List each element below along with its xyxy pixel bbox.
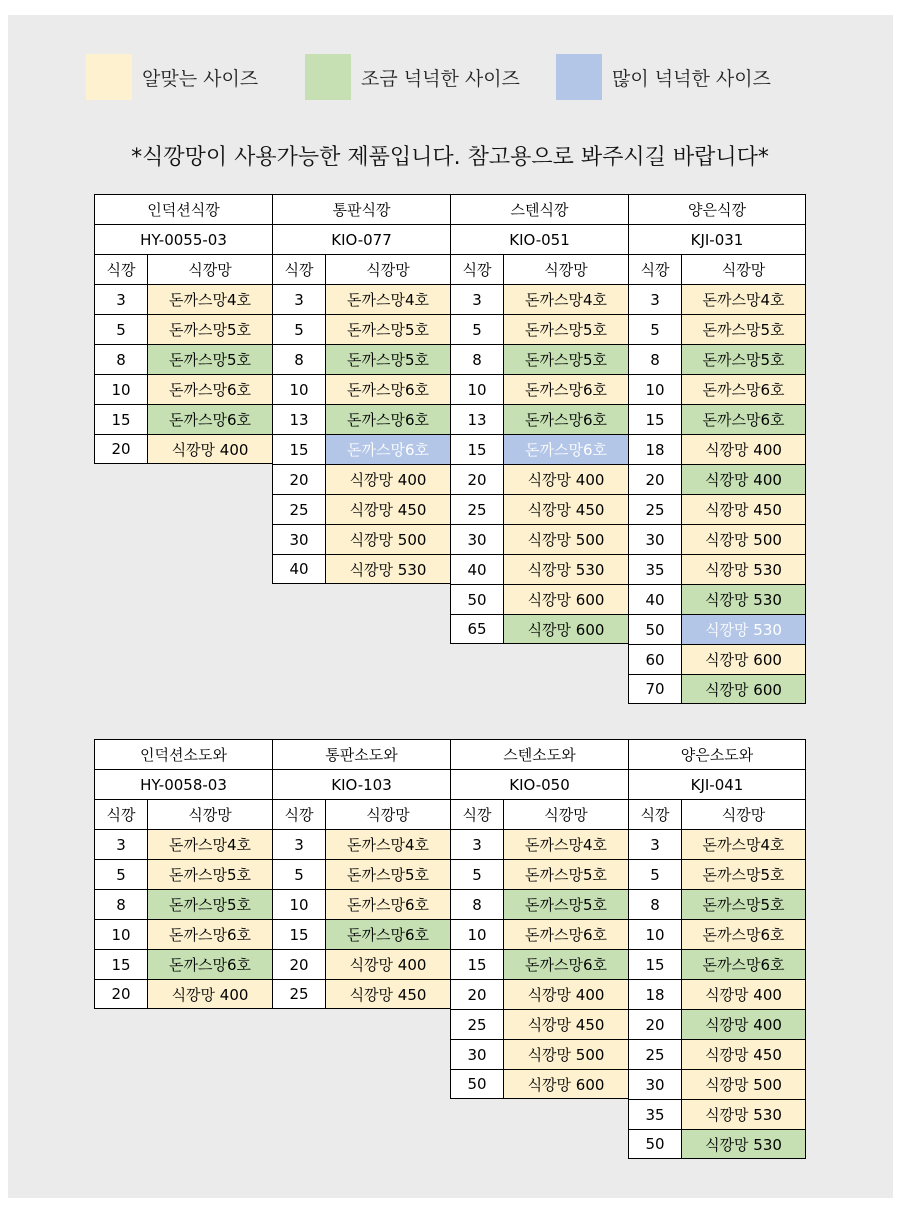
mesh-cell: 식깡망 600 — [681, 644, 806, 674]
table-row — [628, 859, 806, 889]
size-cell: 15 — [628, 949, 681, 979]
product-name: 스텐소도와 — [450, 739, 628, 769]
column-header-size: 식깡 — [450, 799, 503, 829]
size-cell: 25 — [272, 979, 325, 1009]
mesh-cell: 돈까스망4호 — [503, 829, 628, 859]
size-cell: 8 — [272, 344, 325, 374]
product-code-row — [628, 769, 806, 799]
mesh-cell: 식깡망 530 — [325, 554, 450, 584]
mesh-cell: 식깡망 400 — [503, 464, 628, 494]
table-row — [628, 584, 806, 614]
mesh-cell: 돈까스망6호 — [503, 374, 628, 404]
size-cell: 70 — [628, 674, 681, 704]
product-code: HY-0058-03 — [94, 769, 272, 799]
table-row — [450, 1039, 628, 1069]
product-code: KIO-103 — [272, 769, 450, 799]
notice-text: *식깡망이 사용가능한 제품입니다. 참고용으로 봐주시길 바랍니다* — [131, 145, 769, 170]
table-row — [450, 979, 628, 1009]
product-name: 양은소도와 — [628, 739, 806, 769]
size-cell: 25 — [450, 494, 503, 524]
table-row — [450, 314, 628, 344]
size-cell: 15 — [450, 949, 503, 979]
mesh-cell: 식깡망 400 — [681, 434, 806, 464]
column-header-row — [628, 254, 806, 284]
table-row — [628, 524, 806, 554]
product-name-row — [272, 194, 450, 224]
table-row — [450, 584, 628, 614]
table-row — [450, 434, 628, 464]
size-cell: 20 — [94, 979, 147, 1009]
table-row — [628, 374, 806, 404]
size-cell: 40 — [272, 554, 325, 584]
mesh-cell: 식깡망 500 — [503, 1039, 628, 1069]
mesh-cell: 돈까스망4호 — [681, 284, 806, 314]
size-cell: 30 — [450, 1039, 503, 1069]
mesh-cell: 식깡망 500 — [681, 1069, 806, 1099]
column-header-row — [450, 799, 628, 829]
table-row — [272, 374, 450, 404]
table-row — [272, 889, 450, 919]
compat-table-sodowa — [94, 739, 807, 1160]
mesh-cell: 돈까스망6호 — [147, 949, 272, 979]
table-row — [450, 889, 628, 919]
size-cell: 5 — [94, 859, 147, 889]
table-row — [94, 859, 272, 889]
product-code-row — [272, 224, 450, 254]
table-row — [94, 374, 272, 404]
size-cell: 10 — [94, 919, 147, 949]
product-name: 통판식깡 — [272, 194, 450, 224]
size-cell: 8 — [628, 344, 681, 374]
column-header-row — [628, 799, 806, 829]
mesh-cell: 돈까스망6호 — [147, 919, 272, 949]
table-row — [450, 1069, 628, 1099]
table-row — [94, 979, 272, 1009]
size-cell: 3 — [628, 829, 681, 859]
mesh-cell: 돈까스망4호 — [325, 284, 450, 314]
column-header-mesh: 식깡망 — [147, 254, 272, 284]
table-row — [628, 404, 806, 434]
mesh-cell: 돈까스망6호 — [325, 404, 450, 434]
table-row — [450, 1009, 628, 1039]
size-cell: 5 — [94, 314, 147, 344]
table-row — [450, 404, 628, 434]
mesh-cell: 식깡망 400 — [681, 1009, 806, 1039]
column-header-size: 식깡 — [272, 254, 325, 284]
product-name-row — [272, 739, 450, 769]
product-name-row — [628, 194, 806, 224]
legend-swatch-slightly-loose — [305, 54, 351, 100]
column-header-mesh: 식깡망 — [503, 254, 628, 284]
table-row — [94, 889, 272, 919]
size-cell: 60 — [628, 644, 681, 674]
mesh-cell: 식깡망 600 — [681, 674, 806, 704]
column-header-row — [272, 254, 450, 284]
size-cell: 20 — [272, 949, 325, 979]
mesh-cell: 식깡망 600 — [503, 1069, 628, 1099]
table-row — [628, 949, 806, 979]
mesh-cell: 돈까스망4호 — [325, 829, 450, 859]
size-cell: 40 — [628, 584, 681, 614]
column-header-size: 식깡 — [272, 799, 325, 829]
table-row — [450, 344, 628, 374]
column-header-mesh: 식깡망 — [325, 254, 450, 284]
size-cell: 8 — [450, 344, 503, 374]
size-cell: 25 — [628, 494, 681, 524]
size-cell: 5 — [272, 314, 325, 344]
mesh-cell: 돈까스망6호 — [681, 949, 806, 979]
mesh-cell: 돈까스망6호 — [681, 374, 806, 404]
table-row — [94, 829, 272, 859]
size-cell: 50 — [450, 1069, 503, 1099]
mesh-cell: 돈까스망6호 — [325, 919, 450, 949]
legend-label-very-loose: 많이 넉넉한 사이즈 — [612, 67, 771, 90]
table-row — [450, 829, 628, 859]
mesh-cell: 돈까스망5호 — [147, 314, 272, 344]
table-row — [94, 919, 272, 949]
size-cell: 35 — [628, 554, 681, 584]
table-row — [272, 404, 450, 434]
size-cell: 5 — [450, 314, 503, 344]
size-cell: 10 — [450, 919, 503, 949]
size-cell: 30 — [272, 524, 325, 554]
column-header-mesh: 식깡망 — [147, 799, 272, 829]
size-cell: 10 — [450, 374, 503, 404]
product-code-row — [94, 769, 272, 799]
size-cell: 15 — [94, 404, 147, 434]
mesh-cell: 식깡망 400 — [503, 979, 628, 1009]
mesh-cell: 식깡망 450 — [503, 1009, 628, 1039]
mesh-cell: 식깡망 450 — [503, 494, 628, 524]
size-cell: 8 — [450, 889, 503, 919]
size-cell: 5 — [272, 859, 325, 889]
size-cell: 13 — [450, 404, 503, 434]
mesh-cell: 돈까스망5호 — [147, 859, 272, 889]
mesh-cell: 식깡망 450 — [681, 494, 806, 524]
table-row — [628, 1009, 806, 1039]
product-name-row — [450, 194, 628, 224]
column-header-mesh: 식깡망 — [325, 799, 450, 829]
column-header-mesh: 식깡망 — [681, 254, 806, 284]
mesh-cell: 돈까스망6호 — [147, 374, 272, 404]
size-cell: 10 — [272, 374, 325, 404]
column-header-row — [272, 799, 450, 829]
table-row — [94, 949, 272, 979]
size-cell: 15 — [272, 919, 325, 949]
mesh-cell: 식깡망 500 — [325, 524, 450, 554]
column-header-size: 식깡 — [628, 799, 681, 829]
table-row — [450, 464, 628, 494]
column-header-mesh: 식깡망 — [681, 799, 806, 829]
mesh-cell: 돈까스망6호 — [503, 919, 628, 949]
table-row — [94, 314, 272, 344]
mesh-cell: 식깡망 530 — [503, 554, 628, 584]
table-row — [628, 829, 806, 859]
mesh-cell: 식깡망 450 — [681, 1039, 806, 1069]
mesh-cell: 돈까스망6호 — [325, 374, 450, 404]
legend-swatch-very-loose — [556, 54, 602, 100]
size-cell: 3 — [450, 829, 503, 859]
mesh-cell: 돈까스망6호 — [325, 889, 450, 919]
size-cell: 10 — [628, 919, 681, 949]
mesh-cell: 돈까스망6호 — [681, 404, 806, 434]
table-row — [450, 494, 628, 524]
mesh-cell: 식깡망 530 — [681, 1099, 806, 1129]
mesh-cell: 돈까스망5호 — [503, 889, 628, 919]
table-row — [272, 979, 450, 1009]
size-cell: 20 — [272, 464, 325, 494]
column-header-size: 식깡 — [94, 799, 147, 829]
table-row — [628, 434, 806, 464]
table-row — [450, 859, 628, 889]
size-cell: 3 — [272, 829, 325, 859]
table-row — [450, 524, 628, 554]
mesh-cell: 돈까스망5호 — [147, 889, 272, 919]
size-cell: 50 — [628, 1129, 681, 1159]
size-cell: 20 — [628, 1009, 681, 1039]
product-code-row — [94, 224, 272, 254]
mesh-cell: 돈까스망5호 — [325, 344, 450, 374]
table-row — [272, 464, 450, 494]
size-cell: 3 — [628, 284, 681, 314]
table-row — [628, 284, 806, 314]
table-row — [272, 919, 450, 949]
size-cell: 25 — [450, 1009, 503, 1039]
table-row — [628, 1129, 806, 1159]
table-row — [272, 524, 450, 554]
size-cell: 5 — [628, 314, 681, 344]
size-cell: 20 — [450, 979, 503, 1009]
table-row — [628, 464, 806, 494]
product-code-row — [272, 769, 450, 799]
size-cell: 40 — [450, 554, 503, 584]
product-code: HY-0055-03 — [94, 224, 272, 254]
table-row — [628, 919, 806, 949]
table-row — [272, 949, 450, 979]
mesh-cell: 돈까스망4호 — [681, 829, 806, 859]
mesh-cell: 식깡망 600 — [503, 614, 628, 644]
size-cell: 15 — [94, 949, 147, 979]
table-row — [628, 1069, 806, 1099]
product-code: KJI-031 — [628, 224, 806, 254]
size-cell: 65 — [450, 614, 503, 644]
mesh-cell: 식깡망 400 — [147, 434, 272, 464]
product-code-row — [450, 769, 628, 799]
table-row — [272, 314, 450, 344]
size-cell: 20 — [94, 434, 147, 464]
size-cell: 50 — [628, 614, 681, 644]
table-row — [628, 344, 806, 374]
size-cell: 8 — [94, 889, 147, 919]
size-cell: 3 — [450, 284, 503, 314]
size-cell: 3 — [94, 829, 147, 859]
table-row — [272, 554, 450, 584]
table-row — [272, 284, 450, 314]
mesh-cell: 돈까스망6호 — [681, 919, 806, 949]
mesh-cell: 돈까스망5호 — [681, 344, 806, 374]
size-cell: 18 — [628, 979, 681, 1009]
column-header-row — [94, 799, 272, 829]
size-cell: 30 — [450, 524, 503, 554]
table-row — [450, 919, 628, 949]
size-cell: 50 — [450, 584, 503, 614]
size-cell: 25 — [628, 1039, 681, 1069]
product-name: 스텐식깡 — [450, 194, 628, 224]
table-row — [628, 644, 806, 674]
size-cell: 30 — [628, 1069, 681, 1099]
legend-slightly-loose — [305, 54, 520, 100]
mesh-cell: 돈까스망6호 — [147, 404, 272, 434]
mesh-cell: 돈까스망6호 — [503, 434, 628, 464]
table-row — [272, 494, 450, 524]
size-cell: 5 — [628, 859, 681, 889]
column-header-mesh: 식깡망 — [503, 799, 628, 829]
table-row — [450, 554, 628, 584]
mesh-cell: 식깡망 400 — [325, 464, 450, 494]
column-header-size: 식깡 — [628, 254, 681, 284]
mesh-cell: 식깡망 400 — [325, 949, 450, 979]
size-cell: 30 — [628, 524, 681, 554]
product-code: KIO-077 — [272, 224, 450, 254]
size-cell: 3 — [94, 284, 147, 314]
mesh-cell: 돈까스망5호 — [503, 859, 628, 889]
size-cell: 8 — [628, 889, 681, 919]
column-header-row — [450, 254, 628, 284]
table-row — [628, 674, 806, 704]
table-row — [628, 979, 806, 1009]
mesh-cell: 돈까스망5호 — [503, 314, 628, 344]
size-cell: 8 — [94, 344, 147, 374]
size-cell: 18 — [628, 434, 681, 464]
table-row — [272, 434, 450, 464]
mesh-cell: 돈까스망5호 — [503, 344, 628, 374]
table-row — [272, 859, 450, 889]
size-cell: 5 — [450, 859, 503, 889]
mesh-cell: 돈까스망5호 — [325, 859, 450, 889]
mesh-cell: 돈까스망5호 — [325, 314, 450, 344]
size-cell: 15 — [628, 404, 681, 434]
mesh-cell: 돈까스망4호 — [147, 284, 272, 314]
table-row — [450, 284, 628, 314]
mesh-cell: 돈까스망4호 — [147, 829, 272, 859]
mesh-cell: 식깡망 500 — [503, 524, 628, 554]
table-row — [628, 889, 806, 919]
product-code: KIO-050 — [450, 769, 628, 799]
mesh-cell: 돈까스망6호 — [325, 434, 450, 464]
table-row — [628, 314, 806, 344]
table-row — [450, 614, 628, 644]
column-header-row — [94, 254, 272, 284]
mesh-cell: 식깡망 530 — [681, 614, 806, 644]
mesh-cell: 식깡망 530 — [681, 554, 806, 584]
mesh-cell: 식깡망 500 — [681, 524, 806, 554]
mesh-cell: 돈까스망4호 — [503, 284, 628, 314]
legend-fit — [86, 54, 258, 100]
product-name-row — [94, 194, 272, 224]
size-cell: 10 — [628, 374, 681, 404]
mesh-cell: 돈까스망5호 — [681, 859, 806, 889]
legend-label-fit: 알맞는 사이즈 — [142, 67, 259, 90]
table-row — [628, 1099, 806, 1129]
size-cell: 35 — [628, 1099, 681, 1129]
table-row — [272, 344, 450, 374]
table-row — [628, 614, 806, 644]
product-name-row — [450, 739, 628, 769]
product-code-row — [450, 224, 628, 254]
table-row — [628, 1039, 806, 1069]
mesh-cell: 돈까스망6호 — [503, 404, 628, 434]
mesh-cell: 식깡망 450 — [325, 979, 450, 1009]
product-name: 인덕션식깡 — [94, 194, 272, 224]
mesh-cell: 돈까스망5호 — [681, 889, 806, 919]
table-row — [628, 494, 806, 524]
size-cell: 20 — [450, 464, 503, 494]
product-name: 인덕션소도와 — [94, 739, 272, 769]
product-code: KJI-041 — [628, 769, 806, 799]
size-cell: 20 — [628, 464, 681, 494]
table-row — [94, 284, 272, 314]
table-row — [450, 949, 628, 979]
table-row — [450, 374, 628, 404]
compat-table-cans — [94, 194, 807, 705]
size-cell: 10 — [272, 889, 325, 919]
product-name-row — [94, 739, 272, 769]
size-cell: 15 — [272, 434, 325, 464]
table-row — [94, 404, 272, 434]
legend-label-slightly-loose: 조금 넉넉한 사이즈 — [361, 67, 520, 90]
product-name: 양은식깡 — [628, 194, 806, 224]
size-cell: 25 — [272, 494, 325, 524]
table-row — [272, 829, 450, 859]
table-row — [628, 554, 806, 584]
product-code-row — [628, 224, 806, 254]
legend-swatch-fit — [86, 54, 132, 100]
mesh-cell: 돈까스망6호 — [503, 949, 628, 979]
size-cell: 15 — [450, 434, 503, 464]
column-header-size: 식깡 — [94, 254, 147, 284]
product-name: 통판소도와 — [272, 739, 450, 769]
mesh-cell: 식깡망 600 — [503, 584, 628, 614]
mesh-cell: 식깡망 400 — [681, 464, 806, 494]
size-cell: 10 — [94, 374, 147, 404]
column-header-size: 식깡 — [450, 254, 503, 284]
mesh-cell: 식깡망 450 — [325, 494, 450, 524]
table-row — [94, 434, 272, 464]
mesh-cell: 식깡망 530 — [681, 584, 806, 614]
mesh-cell: 식깡망 400 — [681, 979, 806, 1009]
mesh-cell: 돈까스망5호 — [147, 344, 272, 374]
table-row — [94, 344, 272, 374]
legend-very-loose — [556, 54, 771, 100]
size-cell: 13 — [272, 404, 325, 434]
mesh-cell: 돈까스망5호 — [681, 314, 806, 344]
mesh-cell: 식깡망 530 — [681, 1129, 806, 1159]
size-cell: 3 — [272, 284, 325, 314]
mesh-cell: 식깡망 400 — [147, 979, 272, 1009]
product-code: KIO-051 — [450, 224, 628, 254]
product-name-row — [628, 739, 806, 769]
